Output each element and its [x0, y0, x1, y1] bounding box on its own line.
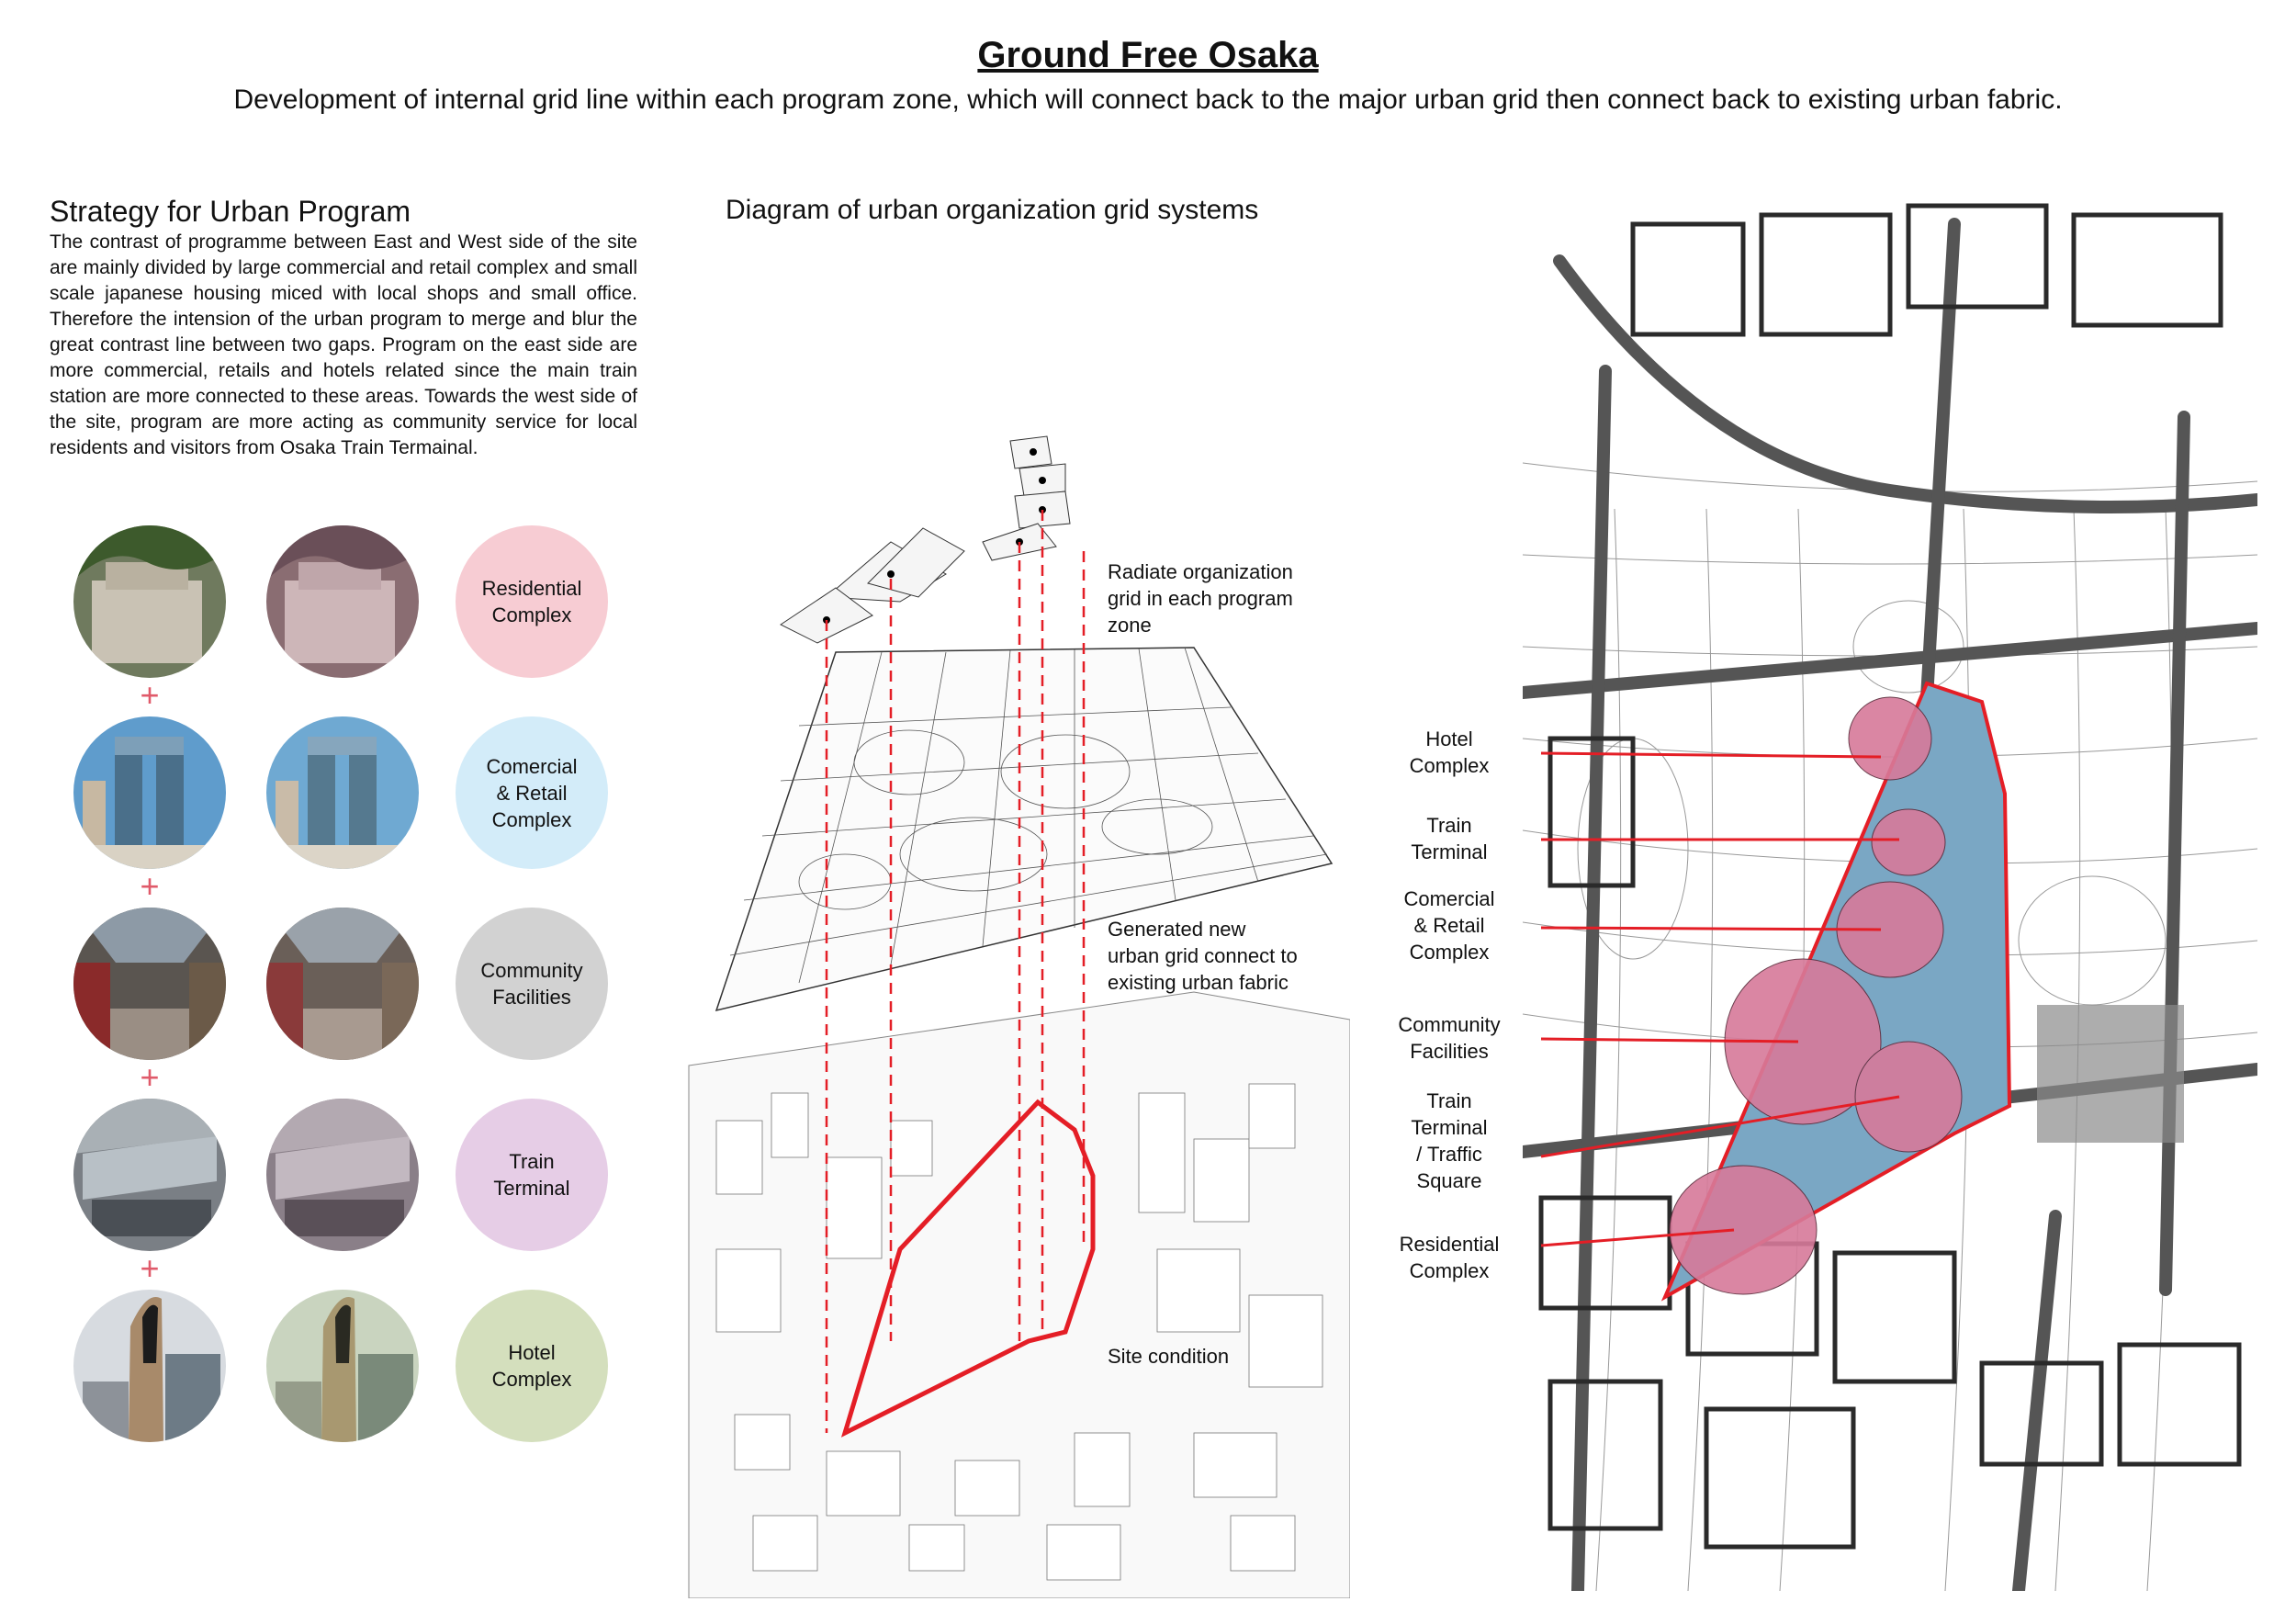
- photo-icon: [266, 908, 419, 1060]
- zone-traffic-square: [1855, 1042, 1962, 1152]
- community-photo-tinted: [266, 908, 419, 1060]
- title-text: Ground Free Osaka: [977, 35, 1319, 75]
- photo-icon: [73, 1099, 226, 1251]
- annotation-generated-grid: Generated new urban grid connect to existing urban fabric: [1108, 918, 1298, 994]
- photo-icon: [266, 716, 419, 869]
- map-label-community: Community Facilities: [1398, 1013, 1501, 1063]
- commercial-photo-original: [73, 716, 226, 869]
- plus-sign: +: [140, 867, 160, 905]
- program-label-hotel: Hotel Complex: [456, 1290, 608, 1442]
- train-photo-tinted: [266, 1099, 419, 1251]
- photo-icon: [73, 1290, 226, 1442]
- map-label-train: Train Terminal: [1411, 814, 1488, 863]
- diagram-heading: Diagram of urban organization grid systems: [726, 195, 1259, 225]
- map-label-residential: Residential Complex: [1399, 1233, 1500, 1282]
- plus-sign: +: [140, 1249, 160, 1287]
- program-label-commercial: Comercial & Retail Complex: [456, 716, 608, 869]
- page-subtitle: Development of internal grid line within each program zone, which will connect back to the major urban grid then connect back to existing urban fabric.: [233, 85, 2063, 115]
- zone-train-terminal: [1872, 809, 1945, 875]
- photo-icon: [73, 716, 226, 869]
- zone-residential: [1670, 1166, 1817, 1294]
- program-label-train: Train Terminal: [456, 1099, 608, 1251]
- photo-icon: [73, 525, 226, 678]
- program-label-community: Community Facilities: [456, 908, 608, 1060]
- map-label-commercial: Comercial & Retail Complex: [1403, 887, 1495, 964]
- hotel-photo-original: [73, 1290, 226, 1442]
- train-terminal-block: [2037, 1005, 2184, 1143]
- plus-sign: +: [140, 676, 160, 714]
- site-plan-map: [1523, 187, 2257, 1591]
- annotation-site-condition: Site condition: [1108, 1345, 1230, 1368]
- photo-icon: [266, 1099, 419, 1251]
- photo-icon: [266, 1290, 419, 1442]
- radiate-grid-tiles: [781, 436, 1070, 643]
- residential-photo-original: [73, 525, 226, 678]
- train-photo-original: [73, 1099, 226, 1251]
- zone-hotel: [1849, 697, 1931, 780]
- map-label-traffic-square: Train Terminal / Traffic Square: [1411, 1089, 1488, 1192]
- photo-icon: [266, 525, 419, 678]
- residential-photo-tinted: [266, 525, 419, 678]
- plus-sign: +: [140, 1058, 160, 1096]
- map-label-hotel: Hotel Complex: [1409, 727, 1490, 777]
- commercial-photo-tinted: [266, 716, 419, 869]
- photo-icon: [73, 908, 226, 1060]
- hotel-photo-tinted: [266, 1290, 419, 1442]
- annotation-radiate-grid: Radiate organization grid in each program zone: [1108, 560, 1293, 637]
- program-label-residential: Residential Complex: [456, 525, 608, 678]
- strategy-body: The contrast of programme between East and West side of the site are mainly divided by large commercial and retail complex and small scale japanese housing miced with local shops and small office. Therefore the intension of the urban program to merge and blur the great contrast line between two gaps. Program on the east side are more commercial, retails and hotels related since the main train station are more connected to these areas. Towards the west side of the site, program are more acting as community service for local residents and visitors from Osaka Train Termainal.: [50, 231, 637, 458]
- community-photo-original: [73, 908, 226, 1060]
- page-title: [0, 35, 2296, 76]
- strategy-heading: Strategy for Urban Program: [50, 195, 411, 228]
